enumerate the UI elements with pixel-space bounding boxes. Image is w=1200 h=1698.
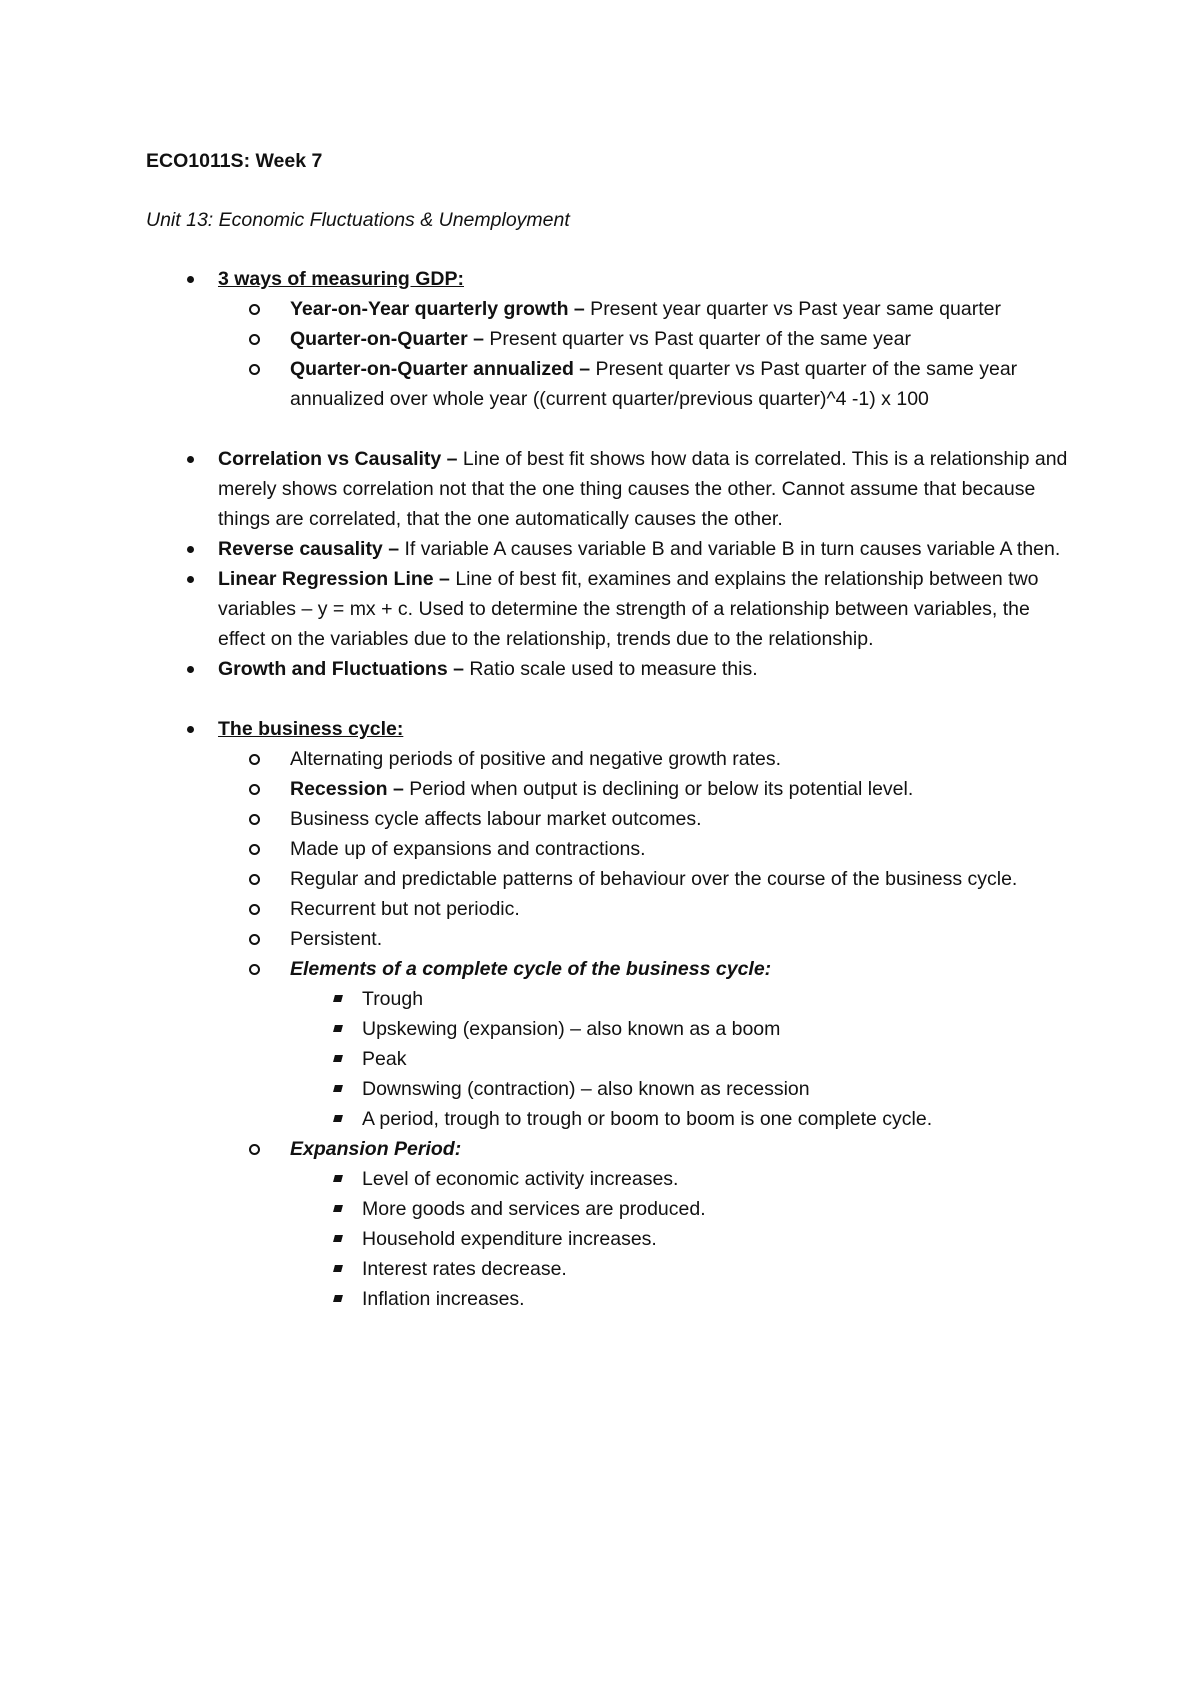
item-text: Upskewing (expansion) – also known as a boom [362, 1018, 781, 1040]
item-text: Level of economic activity increases. [362, 1168, 679, 1190]
term: Reverse causality – [218, 538, 400, 560]
bullet-icon [187, 276, 194, 283]
hollow-bullet-icon [249, 334, 260, 345]
term: Correlation vs Causality – [218, 448, 458, 470]
hollow-bullet-icon [249, 784, 260, 795]
elements-heading: Elements of a complete cycle of the business cycle: [290, 958, 772, 980]
list-item [290, 1074, 1076, 1104]
expansion-sublist [290, 1164, 1076, 1314]
item-text: A period, trough to trough or boom to boom is one complete cycle. [362, 1108, 933, 1130]
square-bullet-icon [333, 1265, 343, 1272]
definition: If variable A causes variable B and variable B in turn causes variable A then. [399, 538, 1061, 560]
business-cycle-heading: The business cycle: [218, 718, 404, 740]
expansion-heading: Expansion Period: [290, 1138, 462, 1160]
square-bullet-icon [333, 1115, 343, 1122]
hollow-bullet-icon [249, 1144, 260, 1155]
list-item-gdp [146, 264, 1076, 414]
gdp-sublist [218, 294, 1076, 414]
term: Recession – [290, 778, 404, 800]
definition: Ratio scale used to measure this. [463, 658, 758, 680]
business-cycle-sublist [218, 744, 1076, 1314]
square-bullet-icon [333, 1205, 343, 1212]
hollow-bullet-icon [249, 844, 260, 855]
document-subtitle: Unit 13: Economic Fluctuations & Unemployment [146, 209, 570, 231]
document-title: ECO1011S: Week 7 [146, 150, 323, 172]
list-item [218, 834, 1076, 864]
list-item [218, 924, 1076, 954]
hollow-bullet-icon [249, 814, 260, 825]
list-item [290, 984, 1076, 1014]
list-item [290, 1254, 1076, 1284]
hollow-bullet-icon [249, 904, 260, 915]
item-text: Household expenditure increases. [362, 1228, 657, 1250]
elements-sublist [290, 984, 1076, 1134]
square-bullet-icon [333, 995, 343, 1002]
list-item [218, 894, 1076, 924]
list-item-elements [218, 954, 1076, 1134]
square-bullet-icon [333, 1025, 343, 1032]
bullet-icon [187, 456, 194, 463]
list-item-business-cycle [146, 714, 1076, 1314]
definition: Present quarter vs Past quarter of the same year annualized over whole year ((current quarter/previous quarter)^4 -1) x 100 [290, 358, 1018, 410]
list-item-correlation [146, 444, 1076, 534]
definition: Line of best fit, examines and explains the relationship between two variables – y = mx + c. Used to determine the strength of a relationship between variables, the effect on the variables due to the relationship, trends due to the relationship. [218, 568, 1039, 650]
main-list [146, 264, 1076, 1314]
item-text: Peak [362, 1048, 407, 1070]
document-page [146, 146, 1076, 1314]
item-text: Regular and predictable patterns of behaviour over the course of the business cycle. [290, 868, 1018, 890]
bullet-icon [187, 546, 194, 553]
square-bullet-icon [333, 1295, 343, 1302]
hollow-bullet-icon [249, 364, 260, 375]
definition: Period when output is declining or below its potential level. [403, 778, 914, 800]
item-text: Business cycle affects labour market outcomes. [290, 808, 702, 830]
term: Quarter-on-Quarter annualized – [290, 358, 591, 380]
item-text: Made up of expansions and contractions. [290, 838, 646, 860]
list-item [290, 1044, 1076, 1074]
item-text: Downswing (contraction) – also known as recession [362, 1078, 810, 1100]
item-text: More goods and services are produced. [362, 1198, 706, 1220]
list-item [290, 1194, 1076, 1224]
list-item [290, 1164, 1076, 1194]
term: Quarter-on-Quarter – [290, 328, 484, 350]
definition: Present quarter vs Past quarter of the same year [483, 328, 911, 350]
list-item-reverse-causality [146, 534, 1076, 564]
list-item [290, 1104, 1076, 1134]
hollow-bullet-icon [249, 304, 260, 315]
item-text: Alternating periods of positive and negative growth rates. [290, 748, 782, 770]
square-bullet-icon [333, 1175, 343, 1182]
list-item-growth-fluctuations [146, 654, 1076, 684]
hollow-bullet-icon [249, 754, 260, 765]
term: Year-on-Year quarterly growth – [290, 298, 585, 320]
list-item [218, 744, 1076, 774]
gdp-heading: 3 ways of measuring GDP: [218, 268, 464, 290]
item-text: Inflation increases. [362, 1288, 525, 1310]
square-bullet-icon [333, 1085, 343, 1092]
item-text: Persistent. [290, 928, 383, 950]
gdp-item-qoq [218, 324, 1076, 354]
definition: Line of best fit shows how data is correlated. This is a relationship and merely shows correlation not that the one thing causes the other. Cannot assume that because things are correlated, that the one automatically causes the other. [218, 448, 1068, 530]
gdp-item-qoq-annualized [218, 354, 1076, 414]
hollow-bullet-icon [249, 934, 260, 945]
bullet-icon [187, 666, 194, 673]
item-text: Recurrent but not periodic. [290, 898, 520, 920]
list-item [290, 1224, 1076, 1254]
definition: Present year quarter vs Past year same quarter [584, 298, 1001, 320]
item-text: Trough [362, 988, 424, 1010]
term: Linear Regression Line – [218, 568, 450, 590]
term: Growth and Fluctuations – [218, 658, 464, 680]
bullet-icon [187, 576, 194, 583]
hollow-bullet-icon [249, 964, 260, 975]
hollow-bullet-icon [249, 874, 260, 885]
list-item-linear-regression [146, 564, 1076, 654]
item-text: Interest rates decrease. [362, 1258, 567, 1280]
gdp-item-yoy [218, 294, 1076, 324]
list-item [218, 804, 1076, 834]
list-item [218, 864, 1076, 894]
list-item [290, 1014, 1076, 1044]
list-item-recession [218, 774, 1076, 804]
square-bullet-icon [333, 1235, 343, 1242]
list-item-expansion [218, 1134, 1076, 1314]
bullet-icon [187, 726, 194, 733]
square-bullet-icon [333, 1055, 343, 1062]
list-item [290, 1284, 1076, 1314]
